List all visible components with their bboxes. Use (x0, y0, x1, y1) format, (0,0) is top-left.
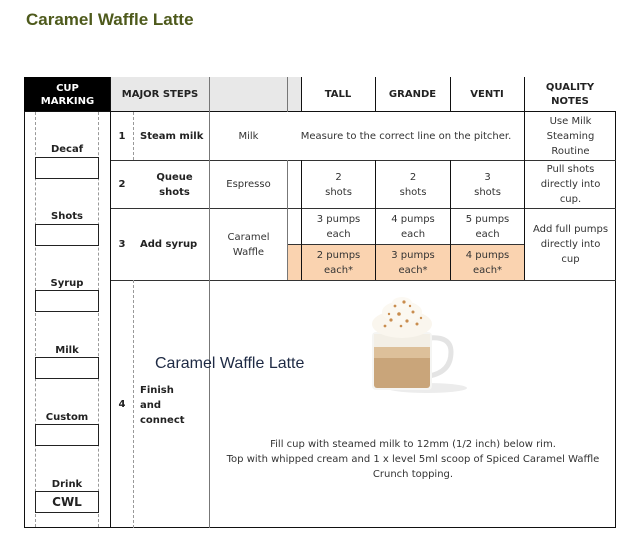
divider (301, 77, 302, 112)
latte-image (355, 290, 470, 395)
step-3-grande-alt: 3 pumps each* (376, 245, 450, 280)
step-4-instruction (210, 437, 616, 482)
shots-label: Shots (51, 211, 83, 222)
divider (287, 77, 288, 112)
latte-mug-icon (355, 290, 470, 395)
instruction-line-1: Fill cup with steamed milk to 12mm (1/2 inch) below rim. (270, 439, 556, 450)
tall-header-label: TALL (324, 89, 352, 100)
drink-label: Drink (51, 479, 83, 490)
ingredient-header (209, 77, 287, 112)
step-4-number: 4 (118, 399, 126, 410)
divider (111, 280, 616, 281)
step-2-venti: 3 shots (474, 171, 501, 198)
cup-marking-header (24, 77, 111, 112)
step-2-number: 2 (118, 179, 126, 190)
step-3-tall-alt: 2 pumps each* (302, 245, 375, 280)
venti-header (450, 77, 524, 112)
quality-notes-header (524, 77, 616, 112)
step-2-grande: 2 shots (399, 171, 427, 198)
divider (375, 77, 376, 112)
page-title: Caramel Waffle Latte (26, 10, 194, 29)
step-2-quality-note: Pull shots directly into cup. (540, 164, 601, 205)
step-1-ingredient: Milk (238, 130, 259, 142)
step-2-name: Queue shots (156, 171, 193, 198)
step-3-venti-alt: 4 pumps each* (451, 245, 524, 280)
milk-box[interactable] (35, 357, 99, 379)
cup-marking-header-label: CUP MARKING (40, 82, 95, 107)
major-steps-header (111, 77, 209, 112)
step-1-quality-note: Use Milk Steaming Routine (546, 115, 595, 157)
major-steps-header-label: MAJOR STEPS (121, 89, 199, 100)
decaf-box[interactable] (35, 157, 99, 179)
step-4-name: Finish and connect (140, 384, 185, 426)
custom-label: Custom (45, 412, 89, 423)
step-1-name: Steam milk (140, 130, 204, 142)
step-3-venti: 5 pumps each (465, 213, 510, 240)
highlight-blank (288, 245, 301, 280)
divider (450, 77, 451, 112)
venti-header-label: VENTI (470, 89, 504, 100)
step-1-instruction: Measure to the correct line on the pitcher. (300, 130, 512, 142)
syrup-box[interactable] (35, 290, 99, 312)
step-3-tall: 3 pumps each (316, 213, 361, 240)
step-1-number: 1 (118, 130, 126, 142)
shots-box[interactable] (35, 224, 99, 246)
blank-header (287, 77, 301, 112)
syrup-label: Syrup (50, 278, 84, 289)
decaf-label: Decaf (50, 144, 84, 155)
step-3-quality-note: Add full pumps directly into cup (532, 224, 609, 265)
tall-header (301, 77, 375, 112)
image-caption: Caramel Waffle Latte (155, 355, 305, 372)
step-2-tall: 2 shots (325, 171, 352, 198)
step-3-ingredient: Caramel Waffle (227, 231, 270, 258)
drink-box[interactable]: CWL (35, 491, 99, 513)
step-3-grande: 4 pumps each (391, 213, 435, 240)
grande-header-label: GRANDE (388, 89, 437, 100)
grande-header (375, 77, 450, 112)
milk-label: Milk (55, 345, 79, 356)
step-3-name: Add syrup (140, 239, 198, 250)
step-2-ingredient: Espresso (226, 179, 271, 190)
step-3-number: 3 (118, 239, 126, 250)
quality-notes-header-label: QUALITY NOTES (545, 81, 595, 107)
instruction-line-2: Top with whipped cream and 1 x level 5ml scoop of Spiced Caramel Waffle Crunch topping. (226, 454, 600, 480)
custom-box[interactable] (35, 424, 99, 446)
